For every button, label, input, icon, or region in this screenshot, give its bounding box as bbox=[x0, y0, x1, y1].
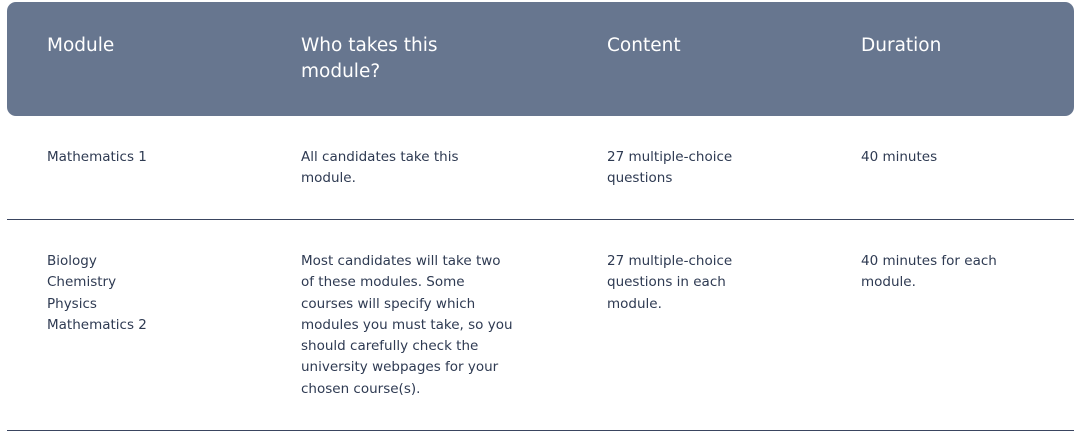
cell-content: 27 multiple-choice questions bbox=[607, 149, 733, 187]
header-content: Content bbox=[607, 35, 681, 56]
header-who-takes: Who takes this module? bbox=[301, 35, 438, 82]
cell-who-takes: All candidates take this module. bbox=[301, 149, 459, 187]
cell-module: Biology Chemistry Physics Mathematics 2 bbox=[47, 253, 147, 333]
header-module: Module bbox=[47, 35, 115, 56]
table-row bbox=[7, 116, 1074, 220]
table-row bbox=[7, 220, 1074, 431]
cell-module: Mathematics 1 bbox=[47, 149, 147, 165]
header-duration: Duration bbox=[861, 35, 942, 56]
table-header bbox=[7, 2, 1074, 116]
modules-table bbox=[7, 2, 1074, 431]
cell-duration: 40 minutes bbox=[861, 149, 938, 165]
cell-duration: 40 minutes for each module. bbox=[861, 253, 997, 291]
cell-who-takes: Most candidates will take two of these modules. Some courses will specify which modules you must take, so you should carefully check the university webpages for your chosen course(s). bbox=[301, 253, 513, 397]
cell-content: 27 multiple-choice questions in each module. bbox=[607, 253, 733, 312]
